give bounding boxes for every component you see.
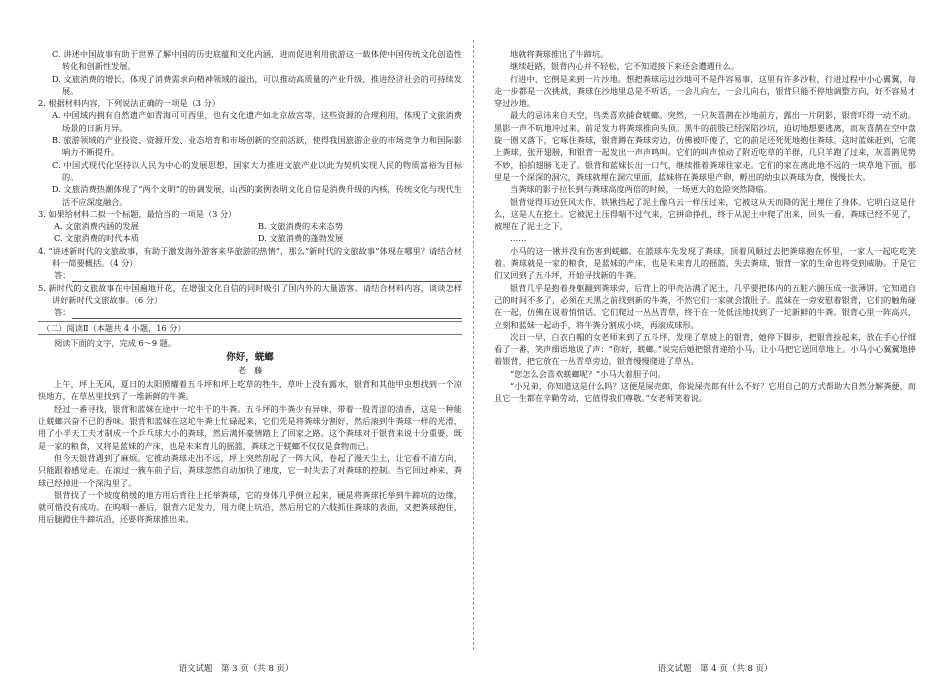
- story-title: 你好，蜣螂: [226, 352, 274, 364]
- page-left: [0, 0, 472, 688]
- story-paragraph: 上午，坪上无风，夏日的太阳照耀着五斗坪和坪上吃草的牲牛，草叶上没有露水，银背和其他甲虫想找到一个凉快地方，在草丛里找到了一堆新鲜的牛粪。: [38, 379, 462, 402]
- q5-stem: 5. 新时代的文旅故事在中国遍地开花，在增强文化自信的同时吸引了国内外的大量游客。请结合材料内容，谈谈怎样讲好新时代文旅故事。（6 分）: [38, 282, 462, 305]
- story-paragraph: 继续赶路，银背内心并不轻松，它不知道接下来还会遭遇什么。: [510, 61, 740, 72]
- story-paragraph: 行进中，它倒是来到一片沙地。想把粪球运过沙地可不是件容易事，这里有许多沙粒，行进过程中小心翼翼，每走一步都是一次挑战，粪球在沙地里总是不听话，一会儿向左，一会儿向右，银背只能不停地调整方向，好不容易才穿过沙地。: [494, 73, 916, 109]
- story-paragraph: 但今天银背遇到了麻烦。它推动粪球走出不远，坪上突然刮起了一阵大风，卷起了漫天尘土，让它看不清方向，只能跟着感觉走。在滚过一簇车前子后，粪球忽然自动加快了速度，它一时失去了对粪球的控制。当它回过神来，粪球已经掉进一个深沟里了。: [38, 452, 462, 488]
- story-paragraph: 小马的这一锹并没有伤害到蜣螂。在篮球车先发现了粪球，顶着风顺过去把粪球抱在怀里，一家人一起吃吃笑着。粪球就是一家的粮食，是蓝妹的产床，也是未来育儿的摇篮，失去粪球，银背一家的生命也将受到威胁。于是它们又回到了五斗坪，开始寻找新的牛粪。: [494, 245, 916, 281]
- story-paragraph: 银背觉得耳边狂风大作，铁锹挡起了泥土像乌云一样压过来，它被这从天而降的泥土埋住了身体。它明白这是什么，这是人在挖土。它被泥土压得喘不过气来，它拼命挣扎，终于从泥土中爬了出来，回头一看，粪球已经不见了，被埋在了泥土之下。: [494, 196, 916, 232]
- q2-option-a: A. 中国域内拥有自然遗产如青海可可西里，也有文化遗产如北京故宫等，这些资源的合理利用，体现了文旅消费场景的日新月异。: [52, 110, 462, 133]
- story-author: 老 藤: [237, 365, 263, 376]
- q3-option-b: B. 文旅消费的未来态势: [258, 221, 343, 232]
- q2-stem: 2. 根据材料内容，下列说法正确的一项是（3 分）: [38, 98, 220, 109]
- answer-label: 答：: [54, 307, 71, 318]
- story-paragraph: 最大的忌讳来自天空，鸟类喜欢捕食蜣螂。突然，一只灰喜鹊在沙地前方，露出一片阴影，银背吓得一动不动。黑影一声不吭地冲过来，前足发力将粪球推向头顶。黑牛的前肢已经深陷沙坑，迫切地想要逃离，而灰喜鹊在空中盘旋一圈又落下，它啄住粪球，银背蹲在粪球旁边，仿佛被吓傻了，它的前足还死死地抱住粪球。这时蓝妹赶到，它爬上粪球，张开翅膀，和银背一起发出一声声鸣叫。它们的叫声惊动了附近吃草的羊群，几只羊跑了过来，灰喜鹊见势不妙，拍拍翅膀飞走了。银背和蓝妹长出一口气，继续推着粪球往家走。它们的家在离此地不远的一块草地下面，那里是一个深深的洞穴，粪球就埋在洞穴里面，蓝妹将在粪球里产卵，孵出的幼虫以粪球为食，慢慢长大。: [494, 110, 916, 182]
- section-heading: （二）阅读Ⅱ（本题共 4 小题，16 分）: [38, 321, 462, 335]
- story-paragraph: 地就将粪球推出了牛蹄坑。: [510, 49, 609, 59]
- story-paragraph: 经过一番寻找，银背和蓝妹在途中一坨牛干的牛粪。五斗坪的牛粪少有异味，带着一股青涩的清香，这是一种能让蜣螂兴奋不已的香味。银背和蓝妹在这坨牛粪上忙碌起来，它们先是将粪球分割好，然后滚到牛粪球一样的光滑，用了小半天工夫才制成一个乒乓球大小的粪球，然后满怀豪情踏上了回家之路。这个粪球对于银背来说十分重要，既是一家的粮食，又将是蓝妹的产床，也是未来育儿的摇篮，粪球之于蜣螂不仅仅是食物而已。: [38, 403, 462, 451]
- story-paragraph: 当粪球的影子拉长到与粪球高度两倍的时候，一场更大的危险突然降临。: [510, 184, 773, 195]
- page-footer-right: 语文试题 第 4 页（共 8 页）: [657, 664, 773, 674]
- section-break: ……: [510, 233, 527, 244]
- q4-answer-line: [38, 269, 462, 281]
- story-paragraph: “小兄弟，你知道这是什么吗？这便是屎壳郎，你说屎壳郎有什么不好？它用自己的方式帮助大自然分解粪便，而且它一生都在辛勤劳动，它值得我们尊敬。”女老师笑着说。: [494, 381, 916, 404]
- story-paragraph: “您怎么会喜欢蜣螂呢？”小马大着胆子问。: [510, 368, 666, 379]
- story-paragraph: 银背找了一个坡度稍缓的地方用后背往上托举粪球，它的身体几乎倒立起来，硬是将粪球托举到牛蹄坑的边缘，就可惜没有成功。在呜咽一番后，银背六足发力，用力爬上坑沿，然后用它的六肢抓住粪球的表面，又把粪球抱住，用后腿蹬住牛蹄坑沿，还要将粪球推出来。: [38, 489, 462, 525]
- story-paragraph: 次日一早，白衣白帽的女老师来到了五斗坪，发现了草坡上的银背，她停下脚步，把银背捡起来，放在手心仔细看了一番，笑声细语地说了声：“你好，蜣螂。”说完后她把银背递给小马，让小马把它送回草地上。小马小心翼翼地捧着银背，把它放在一丛青草旁边，银背慢慢爬进了草丛。: [494, 331, 916, 367]
- q3-option-d: D. 文旅消费的蓬勃发展: [258, 233, 344, 244]
- section-intro: 阅读下面的文字，完成 6～9 题。: [54, 337, 177, 348]
- q3-options: [38, 220, 462, 245]
- page-right: [480, 0, 950, 688]
- q5-answer-line: [38, 306, 462, 318]
- q2-option-c: C. 中国式现代化坚持以人民为中心的发展思想，国家大力推进文旅产业以此为契机实现人民的物质富裕为目标的。: [52, 159, 462, 182]
- q3-option-a: A. 文旅消费内涵的发展: [54, 221, 139, 232]
- q2-option-b: B. 旅游领域的产业投资、资源开发、业态培育和市场创新的空前活跃，使得我国旅游企业的市场竞争力和国际影响力不断提升。: [52, 135, 462, 158]
- q4-stem: 4. “讲述新时代的文旅故事，有助于激发海外游客来华旅游的热情”，那么“新时代的文旅故事”体现在哪里？请结合材料一简要概括。（4 分）: [38, 245, 462, 269]
- page-footer-left: 语文试题 第 3 页（共 8 页）: [178, 664, 294, 674]
- page-divider: [473, 40, 475, 650]
- q3-stem: 3. 如果给材料二拟一个标题，最恰当的一项是（3 分）: [38, 208, 237, 219]
- q1-option-c: C. 讲述中国故事有助于世界了解中国的历史底蕴和文化内涵，进而促进利用旅游这一载体使中国传统文化创造性转化和创新性发展。: [52, 49, 462, 72]
- q2-option-d: D. 文旅消费热潮体现了“两个文明”的协调发展，山西的案例表明文化自信是消费升级的内核，传统文化与现代生活不应深度融合。: [52, 184, 462, 207]
- q1-option-d: D. 文旅消费的增长，体现了消费需求向精神领域的溢出，可以推动高质量的产业升级，推进经济社会的可持续发展。: [52, 73, 462, 96]
- answer-label: 答：: [54, 270, 71, 281]
- q3-option-c: C. 文旅消费的时代本质: [54, 233, 139, 244]
- story-paragraph: 银背几乎是抱着身躯翻到粪球旁，后背上的甲壳沾满了泥土，几乎要把体内的五脏六腑压成一张薄饼。它知道自己的时间不多了，必须在天黑之前找到新的牛粪，不然它们一家就会饿肚子。蓝妹在一旁安慰着银背，它们的触角碰在一起，仿佛在说着悄悄话。它们爬过一丛丛青草，终于在一处低洼地找到了一坨新鲜的牛粪。银背心里一阵高兴，立刻和蓝妹一起动手，将牛粪分割成小块，再滚成球形。: [494, 282, 916, 330]
